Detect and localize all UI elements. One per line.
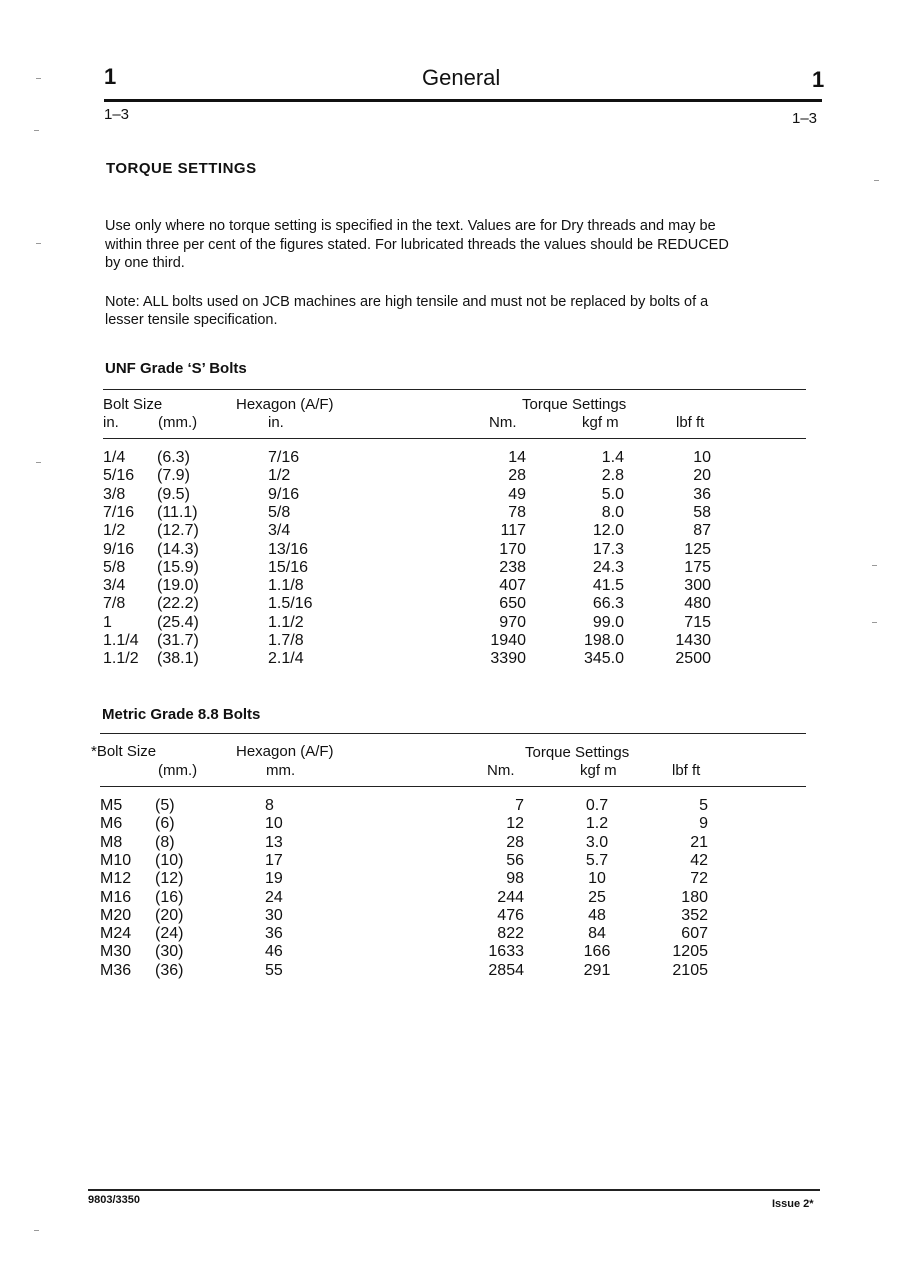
metric-cell-bolt-size: M10 [100,851,132,869]
metric-cell-hexagon: 46 [265,943,283,961]
unf-cell-kgfm: 17.3 [592,540,624,558]
metric-cell-nm: 2854 [488,961,524,979]
chapter-number-left: 1 [104,64,117,89]
unf-cell-lbfft: 175 [684,558,711,576]
metric-cell-bolt-size: M36 [100,961,132,979]
scan-mark [872,622,877,623]
metric-cell-kgfm: 3.0 [585,833,609,851]
metric-cell-bolt-size: M20 [100,906,132,924]
unf-cell-nm: 407 [499,577,526,595]
unf-header-hex-unit: in. [268,414,284,431]
unf-cell-bolt-mm: (9.5) [157,485,190,503]
metric-cell-lbfft: 1205 [672,943,708,961]
unf-cell-kgfm: 24.3 [592,558,624,576]
unf-header-mm: (mm.) [158,414,198,431]
unf-cell-bolt-size: 7/8 [103,595,126,613]
unf-cell-kgfm: 1.4 [601,449,624,466]
unf-cell-lbfft: 36 [693,485,711,503]
unf-cell-lbfft: 2500 [675,650,711,668]
unf-cell-bolt-mm: (19.0) [157,577,199,595]
scan-mark [874,180,879,181]
unf-cell-hexagon: 2.1/4 [268,650,304,668]
metric-header-bolt-size: *Bolt Size [91,743,157,760]
unf-cell-lbfft: 300 [684,577,711,595]
metric-cell-kgfm: 166 [583,943,611,961]
metric-cell-nm: 244 [497,888,524,906]
metric-header-kgfm: kgf m [580,762,617,779]
unf-cell-hexagon: 1.7/8 [268,632,304,649]
metric-cell-bolt-mm: (8) [155,833,175,851]
unf-cell-bolt-mm: (15.9) [157,558,199,576]
unf-cell-bolt-size: 1/4 [103,449,126,466]
intro-line-1: Use only where no torque setting is specified in the text. Values are for Dry threads and may be [105,218,716,234]
metric-cell-bolt-mm: (6) [155,815,175,833]
unf-cell-bolt-mm: (6.3) [157,449,190,466]
unf-cell-kgfm: 345.0 [583,650,624,668]
metric-header-hexagon: Hexagon (A/F) [236,743,334,760]
unf-cell-bolt-size: 3/4 [103,577,126,595]
unf-cell-bolt-size: 1.1/4 [103,632,139,649]
unf-cell-lbfft: 125 [684,540,711,558]
metric-cell-kgfm: 1.2 [585,815,609,833]
metric-cell-bolt-mm: (36) [155,961,184,979]
page-number-right: 1–3 [792,110,818,127]
metric-cell-lbfft: 352 [681,906,708,924]
unf-header-in: in. [103,414,119,431]
metric-cell-lbfft: 21 [690,833,708,851]
unf-cell-bolt-size: 1 [103,613,112,631]
unf-cell-bolt-size: 3/8 [103,485,126,503]
footer-rule [88,1189,820,1191]
unf-header-kgfm: kgf m [582,414,619,431]
unf-cell-bolt-mm: (31.7) [157,632,199,649]
header-rule [104,99,822,102]
metric-cell-nm: 12 [506,815,524,833]
unf-cell-hexagon: 9/16 [268,485,300,503]
unf-cell-bolt-mm: (22.2) [157,595,199,613]
metric-cell-bolt-mm: (30) [155,943,184,961]
unf-cell-kgfm: 8.0 [601,503,624,521]
unf-header-bolt-size: Bolt Size [103,396,163,413]
unf-header-rule [103,438,806,439]
unf-cell-kgfm: 5.0 [601,485,624,503]
unf-cell-kgfm: 41.5 [592,577,624,595]
scan-mark [36,243,41,244]
metric-cell-kgfm: 5.7 [585,851,609,869]
metric-cell-lbfft: 72 [690,870,708,888]
metric-cell-nm: 822 [497,925,524,943]
unf-cell-hexagon: 13/16 [268,540,309,558]
metric-cell-kgfm: 84 [588,925,606,943]
metric-cell-kgfm: 25 [588,888,606,906]
unf-header-torque: Torque Settings [522,396,627,413]
metric-header-nm: Nm. [487,762,515,779]
metric-cell-bolt-size: M24 [100,925,132,943]
metric-cell-lbfft: 180 [681,888,708,906]
metric-cell-bolt-mm: (5) [155,797,175,814]
metric-cell-bolt-mm: (20) [155,906,184,924]
metric-cell-kgfm: 0.7 [585,797,609,814]
metric-header-rule [100,786,806,787]
scan-mark [34,1230,39,1231]
unf-cell-lbfft: 1430 [675,632,711,649]
unf-cell-nm: 28 [508,467,526,485]
unf-cell-bolt-size: 1/2 [103,522,126,540]
metric-table-top-rule [100,733,806,734]
metric-cell-hexagon: 19 [265,870,283,888]
metric-cell-nm: 1633 [488,943,524,961]
unf-cell-lbfft: 480 [684,595,711,613]
metric-cell-kgfm: 291 [583,961,611,979]
document-number: 9803/3350 [88,1194,140,1206]
unf-cell-bolt-mm: (12.7) [157,522,199,540]
issue-label: Issue 2* [772,1198,814,1210]
unf-cell-nm: 78 [508,503,526,521]
unf-table-title: UNF Grade ‘S’ Bolts [105,360,247,377]
metric-cell-hexagon: 8 [265,797,274,814]
unf-cell-lbfft: 20 [693,467,711,485]
metric-cell-bolt-size: M5 [100,797,123,814]
unf-cell-bolt-size: 1.1/2 [103,650,139,668]
unf-cell-kgfm: 198.0 [583,632,624,649]
unf-cell-bolt-size: 7/16 [103,503,135,521]
unf-cell-bolt-size: 5/16 [103,467,135,485]
unf-cell-lbfft: 715 [684,613,711,631]
unf-cell-hexagon: 1/2 [268,467,291,485]
metric-cell-hexagon: 55 [265,961,283,979]
metric-cell-hexagon: 13 [265,833,283,851]
unf-cell-bolt-size: 9/16 [103,540,135,558]
metric-table-title: Metric Grade 8.8 Bolts [102,706,261,723]
unf-cell-bolt-mm: (25.4) [157,613,199,631]
metric-cell-hexagon: 10 [265,815,283,833]
unf-table-top-rule [103,389,806,390]
metric-cell-bolt-mm: (10) [155,851,184,869]
unf-cell-hexagon: 7/16 [268,449,300,466]
scan-mark [872,565,877,566]
unf-cell-nm: 1940 [490,632,526,649]
metric-cell-bolt-mm: (24) [155,925,184,943]
unf-cell-nm: 650 [499,595,526,613]
metric-header-hex-unit: mm. [266,762,296,779]
metric-cell-hexagon: 36 [265,925,283,943]
unf-cell-lbfft: 58 [693,503,711,521]
unf-cell-hexagon: 1.1/2 [268,613,304,631]
metric-cell-lbfft: 42 [690,851,708,869]
unf-cell-nm: 970 [499,613,526,631]
metric-cell-hexagon: 24 [265,888,283,906]
unf-cell-nm: 117 [500,522,526,540]
unf-cell-lbfft: 10 [693,449,711,466]
unf-header-lbfft: lbf ft [676,414,705,431]
unf-cell-nm: 49 [508,485,526,503]
unf-cell-nm: 3390 [490,650,526,668]
intro-line-2: within three per cent of the figures stated. For lubricated threads the values should be REDUCED [105,237,729,253]
metric-cell-lbfft: 607 [681,925,708,943]
page-title: General [422,65,501,90]
intro-line-3: by one third. [105,255,185,271]
unf-header-hexagon: Hexagon (A/F) [236,396,334,413]
scan-mark [36,78,41,79]
metric-cell-nm: 28 [506,833,524,851]
chapter-number-right: 1 [812,67,825,92]
unf-cell-hexagon: 5/8 [268,503,291,521]
metric-cell-bolt-size: M8 [100,833,123,851]
metric-cell-nm: 98 [506,870,524,888]
unf-cell-hexagon: 15/16 [268,558,309,576]
unf-cell-bolt-mm: (7.9) [157,467,190,485]
section-title: TORQUE SETTINGS [106,160,257,177]
metric-cell-hexagon: 30 [265,906,283,924]
metric-cell-nm: 476 [497,906,524,924]
unf-cell-bolt-mm: (38.1) [157,650,199,668]
metric-cell-bolt-size: M6 [100,815,123,833]
metric-header-lbfft: lbf ft [672,762,701,779]
metric-header-torque: Torque Settings [525,744,630,761]
unf-cell-kgfm: 99.0 [592,613,624,631]
unf-cell-bolt-size: 5/8 [103,558,126,576]
unf-cell-nm: 170 [499,540,526,558]
metric-cell-lbfft: 5 [699,797,708,814]
scan-mark [34,130,39,131]
unf-cell-nm: 14 [508,449,526,466]
metric-cell-bolt-size: M30 [100,943,132,961]
metric-cell-kgfm: 10 [588,870,606,888]
unf-cell-hexagon: 1.1/8 [268,577,304,595]
unf-cell-lbfft: 87 [693,522,711,540]
unf-cell-kgfm: 66.3 [592,595,624,613]
metric-cell-lbfft: 2105 [672,961,708,979]
metric-cell-nm: 7 [515,797,524,814]
unf-cell-kgfm: 12.0 [592,522,624,540]
unf-cell-bolt-mm: (11.1) [157,503,198,521]
unf-header-nm: Nm. [489,414,517,431]
metric-cell-bolt-size: M12 [100,870,132,888]
unf-cell-kgfm: 2.8 [601,467,624,485]
unf-cell-hexagon: 3/4 [268,522,291,540]
unf-cell-hexagon: 1.5/16 [268,595,313,613]
metric-cell-lbfft: 9 [699,815,708,833]
metric-cell-nm: 56 [506,851,524,869]
page-number-left: 1–3 [104,106,130,123]
metric-cell-bolt-size: M16 [100,888,132,906]
note-line-2: lesser tensile specification. [105,312,278,328]
scan-mark [36,462,41,463]
metric-cell-kgfm: 48 [588,906,606,924]
metric-cell-hexagon: 17 [265,851,283,869]
unf-cell-bolt-mm: (14.3) [157,540,199,558]
note-line-1: Note: ALL bolts used on JCB machines are high tensile and must not be replaced by bolts of a [105,294,709,310]
metric-cell-bolt-mm: (12) [155,870,184,888]
metric-header-mm: (mm.) [158,762,198,779]
unf-cell-nm: 238 [499,558,526,576]
metric-cell-bolt-mm: (16) [155,888,184,906]
